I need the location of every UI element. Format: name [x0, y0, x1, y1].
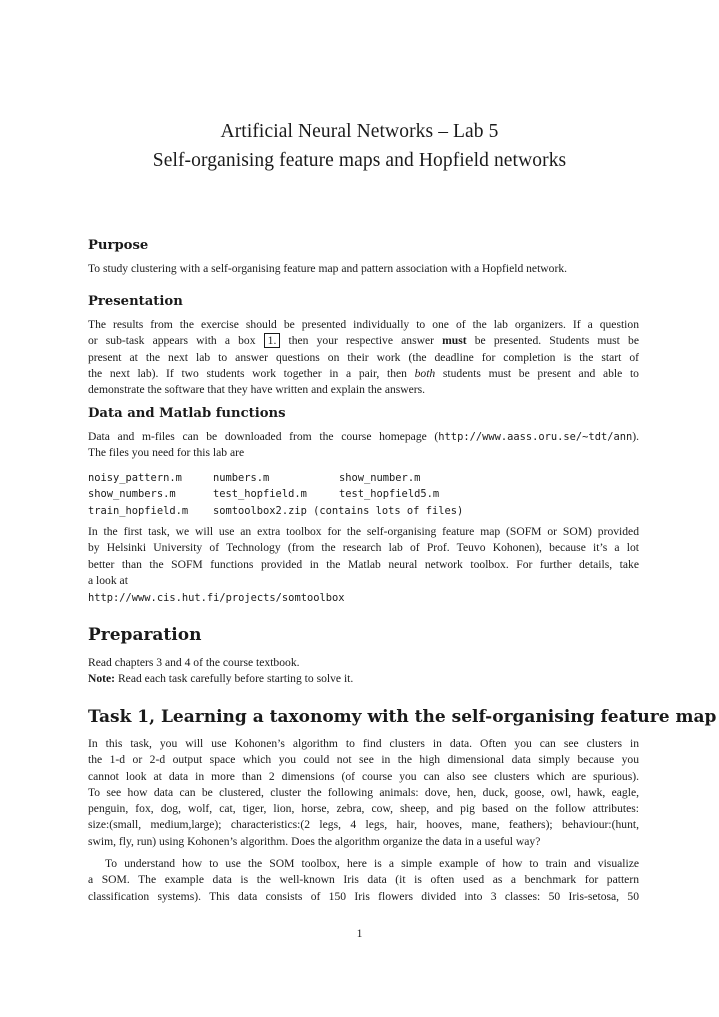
presentation-line: present at the next lab to answer questions on their work (the deadline for completion is the start of: [88, 350, 639, 364]
file-name: test_hopfield5.m: [339, 488, 440, 501]
note-line: [88, 671, 639, 687]
paragraph-line: a look at: [88, 573, 128, 587]
task1-paragraph-1: [88, 736, 639, 850]
file-name: show_number.m: [339, 472, 421, 484]
presentation-heading: Presentation: [88, 294, 183, 309]
presentation-line: demonstrate the software that they have written and explain the answers.: [88, 383, 426, 397]
purpose-line: To study clustering with a self-organising feature map and pattern association with a Hopfield network.: [88, 262, 568, 275]
data-section-heading: Data and Matlab functions: [88, 406, 286, 421]
note-label: Note:: [88, 672, 116, 686]
text-span: be presented. Students must be: [474, 334, 639, 348]
preparation-paragraph: [88, 655, 639, 688]
preparation-heading: Preparation: [88, 625, 202, 645]
file-name: show_numbers.m: [88, 488, 176, 501]
paragraph-line: To understand how to use the SOM toolbox, here is a simple example of how to train and visualize: [105, 857, 639, 870]
paragraph-line: In the first task, we will use an extra toolbox for the self-organising feature map (SOFM or SOM) provided: [88, 525, 639, 538]
paragraph-line: better than the SOFM functions provided in the Matlab neural network toolbox. For further details, take: [88, 557, 639, 571]
paragraph-line: penguin, fox, dog, wolf, cat, tiger, lion, horse, zebra, cow, sheep, and pig based on the follow attributes:: [88, 802, 639, 816]
data-section-paragraph: [88, 429, 639, 462]
note-text: Read each task carefully before starting to solve it.: [117, 672, 354, 686]
emphasis-both: both: [414, 366, 436, 380]
purpose-text: [88, 261, 639, 277]
paragraph-line: size:(small, medium,large); characteristics:(2 legs, 4 legs, hair, hooves, mane, feathers); behaviour:(hunt,: [88, 818, 639, 832]
paragraph-line: In this task, you will use Kohonen’s algorithm to find clusters in data. Often you can see clusters in: [88, 737, 639, 750]
task1-heading: Task 1, Learning a taxonomy with the self-organising feature map: [88, 707, 717, 727]
presentation-line: The results from the exercise should be presented individually to one of the lab organizers. If a question: [88, 318, 639, 331]
course-homepage-url[interactable]: http://www.aass.oru.se/~tdt/ann: [438, 431, 633, 443]
task1-paragraph-2: [88, 856, 639, 905]
data-line: The files you need for this lab are: [88, 446, 245, 460]
som-toolbox-paragraph: [88, 524, 639, 589]
file-name: test_hopfield.m: [213, 488, 307, 501]
presentation-line: [88, 366, 639, 382]
file-name: somtoolbox2.zip (contains lots of files): [213, 504, 464, 517]
text-span: Data and m-files can be downloaded from the course homepage (: [88, 430, 439, 443]
paragraph-line: a SOM. The example data is the well-known Iris data (it is often used as a benchmark for pattern: [88, 873, 639, 887]
presentation-paragraph: [88, 317, 639, 398]
emphasis-must: must: [442, 334, 467, 348]
presentation-line: [88, 333, 639, 349]
purpose-heading: Purpose: [88, 238, 149, 253]
text-span: then your respective answer: [288, 334, 434, 348]
paragraph-line: swim, fly, run) using Kohonen’s algorithm. Does the algorithm organize the data in a useful way?: [88, 834, 541, 848]
text-span: the next lab). If two students work together in a pair, then: [88, 366, 407, 380]
file-name: noisy_pattern.m: [88, 472, 182, 484]
file-name: train_hopfield.m: [88, 504, 189, 517]
paragraph-line: by Helsinki University of Technology (from the research lab of Prof. Teuvo Kohonen), because it’s a lot: [88, 541, 639, 555]
page-number: 1: [356, 927, 363, 940]
paragraph-line: classification systems). This data consists of 150 Iris flowers divided into 3 classes: 50 Iris-setosa, 50: [88, 889, 639, 903]
text-span: ).: [632, 430, 639, 443]
somtoolbox-url[interactable]: [88, 590, 344, 606]
data-line: [88, 429, 639, 445]
document-subtitle: Self-organising feature maps and Hopfield networks: [152, 150, 567, 171]
url-text[interactable]: http://www.cis.hut.fi/projects/somtoolbox: [88, 592, 345, 604]
document-title: Artificial Neural Networks – Lab 5: [220, 121, 499, 142]
text-span: or sub-task appears with a box: [88, 334, 256, 348]
file-name: numbers.m: [213, 472, 270, 484]
paragraph-line: To see how data can be clustered, cluster the following animals: dove, hen, duck, goose, owl, hawk, eagle,: [88, 785, 639, 799]
text-span: students must be present and able to: [442, 366, 639, 380]
boxed-number: 1.: [264, 333, 281, 348]
paragraph-line: cannot look at data in more than 2 dimensions (of course you can also see clusters which are spurious).: [88, 769, 639, 783]
paragraph-line: the 1-d or 2-d output space which you could not see in the high dimensional data simply because you: [88, 753, 639, 767]
paragraph-line: Read chapters 3 and 4 of the course textbook.: [88, 656, 300, 669]
